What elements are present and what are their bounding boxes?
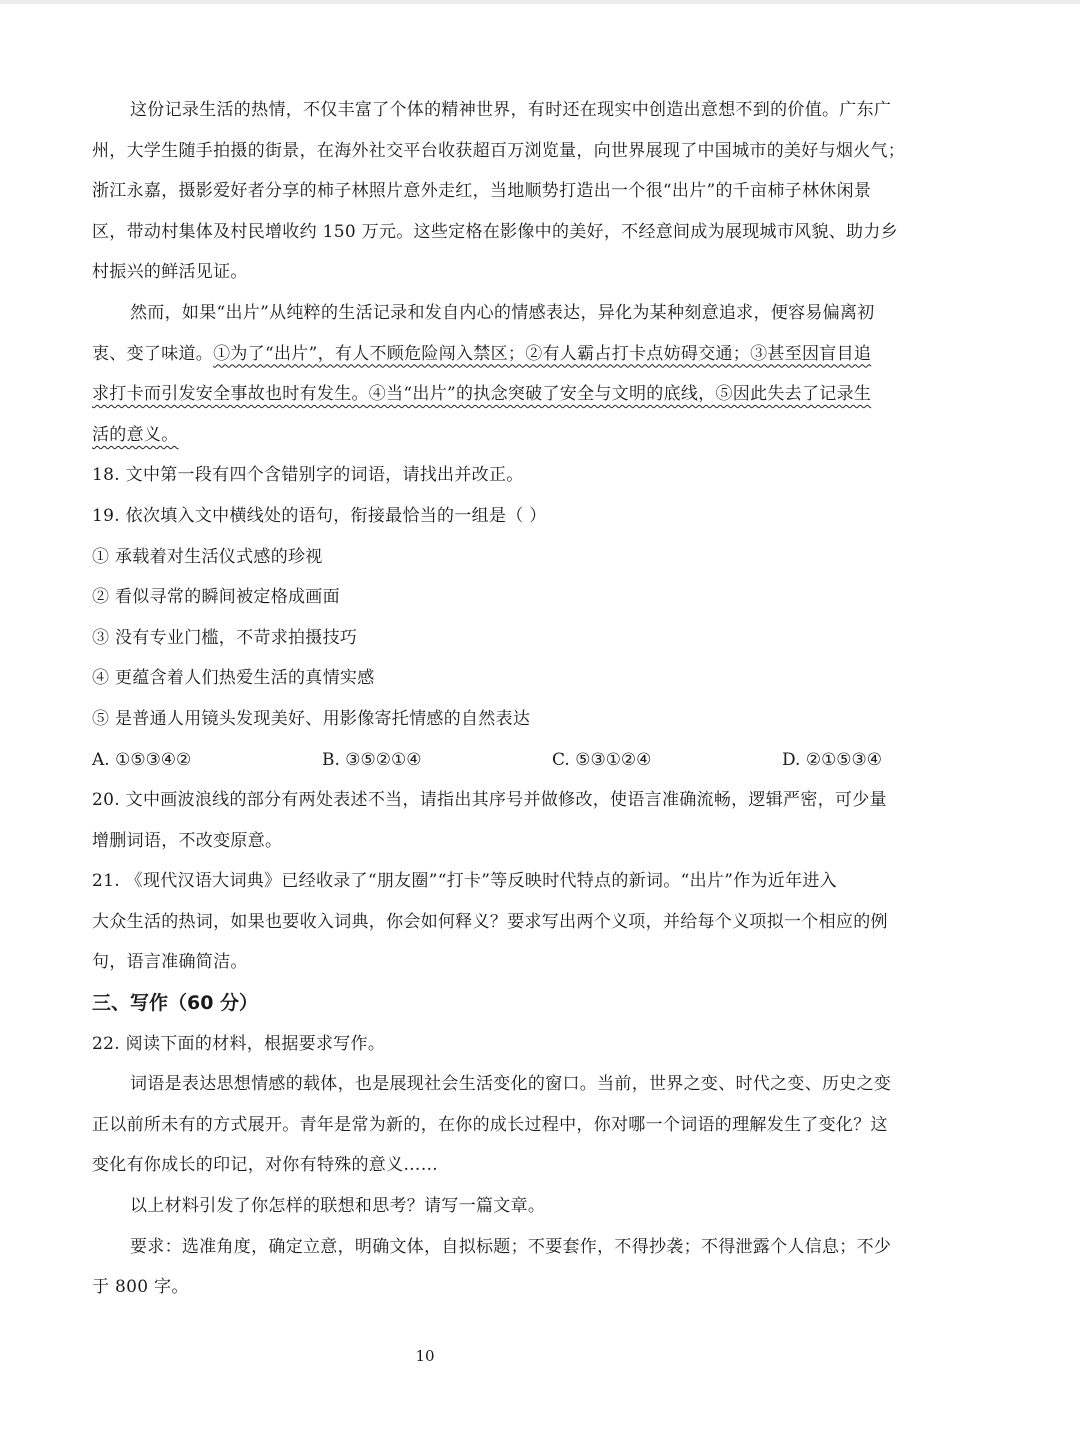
passage-line: 区，带动村集体及村民增收约 150 万元。这些定格在影像中的美好，不经意间成为展现城市风貌、助力乡 [92,221,898,242]
passage-line: 村振兴的鲜活见证。 [92,262,248,283]
top-rule [0,0,1080,4]
list-item: ⑤ 是普通人用镜头发现美好、用影像寄托情感的自然表达 [92,708,531,729]
question-line: 句，语言准确简洁。 [92,952,248,973]
passage-line [92,415,1012,456]
writing-prompt: 以上材料引发了你怎样的联想和思考？请写一篇文章。 [130,1196,546,1217]
question-line: 大众生活的热词，如果也要收入词典，你会如何释义？要求写出两个义项，并给每个义项拟一个相应的例 [92,911,888,932]
page-number: 10 [415,1347,435,1365]
option-d: D. ②①⑤③④ [782,749,883,770]
list-item: ① 承载着对生活仪式感的珍视 [92,546,323,567]
passage-line [92,374,1012,415]
requirement-line: 于 800 字。 [92,1277,189,1298]
passage-paragraph-2 [92,293,1012,455]
question-20 [92,780,1012,861]
question-19: 19. 依次填入文中横线处的语句，衔接最恰当的一组是（ ） [92,505,547,526]
wavy-underlined-text: 活的意义。 [92,424,179,445]
writing-material [92,1064,1012,1186]
question-19-items [92,537,1012,740]
question-line: 增删词语，不改变原意。 [92,830,283,851]
passage-line: 然而，如果“出片”从纯粹的生活记录和发自内心的情感表达，异化为某种刻意追求，便容易偏离初 [130,302,875,323]
list-item: ③ 没有专业门槛，不苛求拍摄技巧 [92,627,358,648]
list-item: ② 看似寻常的瞬间被定格成画面 [92,587,340,608]
wavy-underlined-text: 求打卡而引发安全事故也时有发生。④当“出片”的执念突破了安全与文明的底线，⑤因此失去了记录生 [92,384,872,405]
wavy-underlined-text: ①为了“出片”，有人不顾危险闯入禁区；②有人霸占打卡点妨碍交通；③甚至因盲目追 [213,343,872,364]
option-c: C. ⑤③①②④ [552,749,652,770]
section-heading: 三、写作（60 分） [92,992,259,1015]
material-line: 变化有你成长的印记，对你有特殊的意义…… [92,1155,438,1176]
passage-line: 浙江永嘉，摄影爱好者分享的柿子林照片意外走红，当地顺势打造出一个很“出片”的千亩柿子林休闲景 [92,181,872,202]
writing-requirements [92,1227,1012,1308]
material-line: 词语是表达思想情感的载体，也是展现社会生活变化的窗口。当前，世界之变、时代之变、历史之变 [130,1074,892,1095]
passage-line: 这份记录生活的热情，不仅丰富了个体的精神世界，有时还在现实中创造出意想不到的价值。广东广 [130,100,892,120]
question-22: 22. 阅读下面的材料，根据要求写作。 [92,1033,386,1054]
exam-page [92,90,1012,1308]
option-a: A. ①⑤③④② [92,749,192,770]
question-18: 18. 文中第一段有四个含错别字的词语，请找出并改正。 [92,465,524,486]
material-line: 正以前所未有的方式展开。青年是常为新的，在你的成长过程中，你对哪一个词语的理解发生了变化？这 [92,1114,888,1135]
option-b: B. ③⑤②①④ [322,749,422,770]
question-19-options [92,740,1012,781]
list-item: ④ 更蕴含着人们热爱生活的真情实感 [92,668,375,689]
question-line: 21. 《现代汉语大词典》已经收录了“朋友圈”“打卡”等反映时代特点的新词。“出片”作为近年进入 [92,871,837,892]
passage-line [92,334,1012,375]
question-21 [92,861,1012,983]
requirement-line: 要求：选准角度，确定立意，明确文体，自拟标题；不要套作，不得抄袭；不得泄露个人信息；不少 [130,1236,892,1257]
passage-paragraph-1 [92,90,1012,293]
question-line: 20. 文中画波浪线的部分有两处表述不当，请指出其序号并做修改，使语言准确流畅，逻辑严密，可少量 [92,790,887,811]
passage-text: 衷、变了味道。 [92,343,214,364]
passage-line: 州，大学生随手拍摄的街景，在海外社交平台收获超百万浏览量，向世界展现了中国城市的美好与烟火气； [92,140,906,161]
